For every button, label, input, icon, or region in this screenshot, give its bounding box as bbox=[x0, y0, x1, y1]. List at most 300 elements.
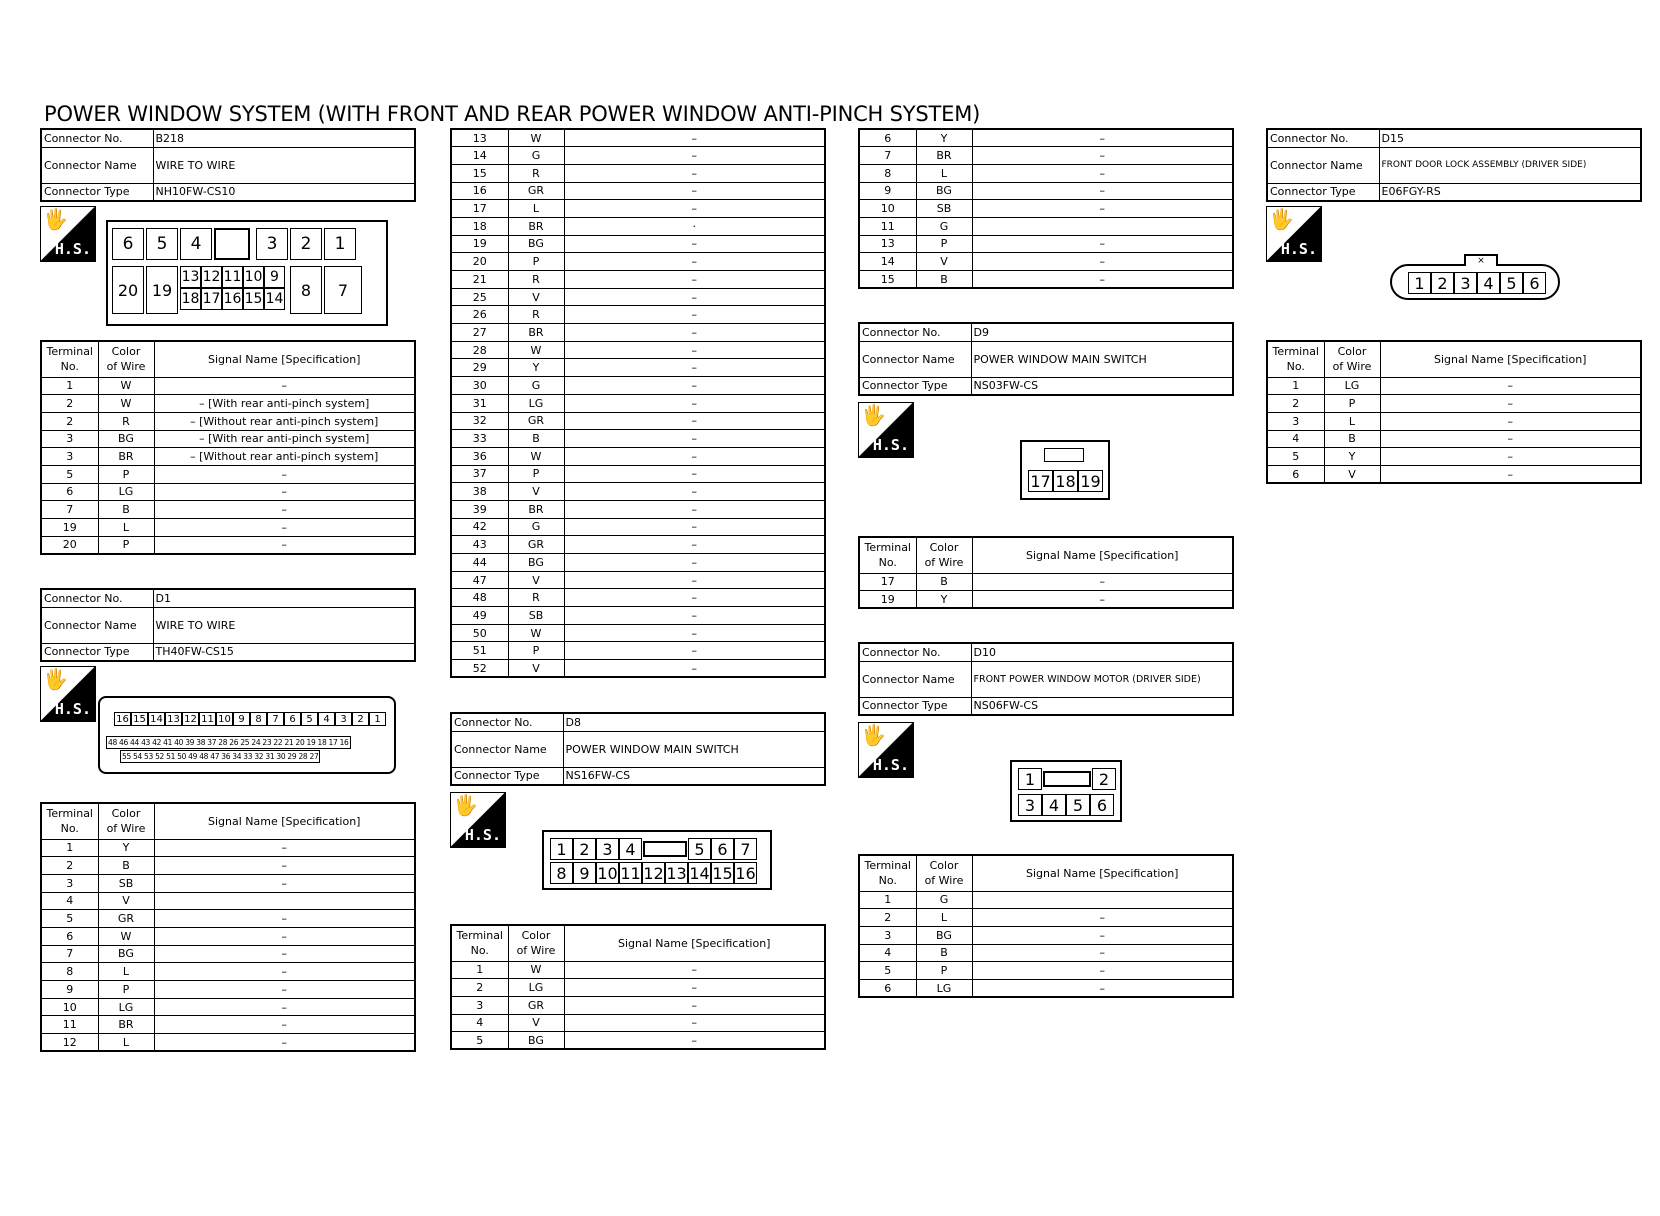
signal-name: – bbox=[564, 483, 825, 501]
table-row bbox=[451, 1032, 825, 1050]
wire-color: Y bbox=[916, 591, 972, 609]
table-row bbox=[41, 536, 415, 554]
connector-d8 bbox=[450, 712, 826, 786]
wire-color: SB bbox=[916, 200, 972, 218]
terminal-no: 14 bbox=[451, 147, 508, 165]
table-row bbox=[451, 465, 825, 483]
d10-type: NS06FW-CS bbox=[971, 697, 1233, 715]
wire-color: R bbox=[98, 412, 154, 430]
harness-side-icon: 🖐 H.S. bbox=[40, 206, 96, 262]
table-row bbox=[41, 483, 415, 501]
connector-pin: 4 bbox=[1477, 272, 1500, 294]
table-row bbox=[451, 1014, 825, 1032]
signal-name: – bbox=[154, 874, 415, 892]
wire-color: B bbox=[508, 430, 564, 448]
signal-name: – bbox=[154, 483, 415, 501]
connector-pin: 16 bbox=[114, 712, 131, 726]
d1-terminal-table-continued bbox=[450, 128, 826, 678]
signal-name: – bbox=[972, 591, 1233, 609]
terminal-no: 2 bbox=[41, 857, 98, 875]
terminal-no: 37 bbox=[451, 465, 508, 483]
d1-row-bottom: 55 54 53 52 51 50 49 48 47 36 34 33 32 31 30 29 28 27 bbox=[122, 752, 319, 761]
wire-color: SB bbox=[508, 607, 564, 625]
connector-pin: 2 bbox=[1092, 768, 1116, 790]
connector-d9 bbox=[858, 322, 1234, 396]
connector-d1 bbox=[40, 588, 416, 662]
d1-row-middle: 48 46 44 43 42 41 40 39 38 37 28 26 25 24 23 22 21 20 19 18 17 16 bbox=[108, 738, 349, 747]
terminal-no: 3 bbox=[451, 996, 508, 1014]
table-row bbox=[41, 927, 415, 945]
d9-terminal-table bbox=[858, 536, 1234, 609]
connector-pin: 12 bbox=[182, 712, 199, 726]
wire-color: W bbox=[98, 927, 154, 945]
wire-color: G bbox=[916, 891, 972, 909]
wire-color: Y bbox=[508, 359, 564, 377]
signal-name: – bbox=[154, 1016, 415, 1034]
terminal-no: 39 bbox=[451, 500, 508, 518]
label-conn-type: Connector Type bbox=[41, 643, 153, 661]
signal-name: – bbox=[1380, 430, 1641, 448]
wire-color: P bbox=[508, 465, 564, 483]
wire-color: V bbox=[98, 892, 154, 910]
table-row bbox=[41, 501, 415, 519]
harness-side-icon: 🖐 H.S. bbox=[40, 666, 96, 722]
connector-pin: 1 bbox=[1408, 272, 1431, 294]
signal-name: – bbox=[564, 341, 825, 359]
signal-name: – [With rear anti-pinch system] bbox=[154, 395, 415, 413]
connector-pin: 4 bbox=[318, 712, 335, 726]
wire-color: L bbox=[916, 164, 972, 182]
wire-color: B bbox=[98, 501, 154, 519]
table-row bbox=[859, 235, 1233, 253]
table-row bbox=[41, 1016, 415, 1034]
table-row bbox=[451, 412, 825, 430]
terminal-no: 18 bbox=[451, 217, 508, 235]
table-row bbox=[451, 589, 825, 607]
wire-color: R bbox=[508, 589, 564, 607]
wire-color: LG bbox=[916, 979, 972, 997]
label-conn-name: Connector Name bbox=[859, 661, 971, 697]
label-conn-no: Connector No. bbox=[859, 323, 971, 341]
table-row bbox=[451, 164, 825, 182]
signal-name: – bbox=[972, 253, 1233, 271]
d10-name: FRONT POWER WINDOW MOTOR (DRIVER SIDE) bbox=[971, 661, 1233, 697]
terminal-no: 4 bbox=[41, 892, 98, 910]
connector-pin: 10 bbox=[243, 266, 264, 288]
d8-type: NS16FW-CS bbox=[563, 767, 825, 785]
signal-name: – bbox=[154, 1034, 415, 1052]
signal-name: – bbox=[154, 981, 415, 999]
connector-pin: 1 bbox=[324, 228, 356, 260]
table-row bbox=[41, 945, 415, 963]
table-row bbox=[859, 926, 1233, 944]
signal-name: – bbox=[972, 573, 1233, 591]
wire-color: B bbox=[916, 573, 972, 591]
connector-pin: 9 bbox=[573, 862, 596, 884]
label-conn-name: Connector Name bbox=[41, 607, 153, 643]
table-row bbox=[451, 554, 825, 572]
table-row bbox=[859, 182, 1233, 200]
connector-pin: 8 bbox=[250, 712, 267, 726]
signal-name: – bbox=[972, 909, 1233, 927]
connector-pin: 16 bbox=[222, 288, 243, 310]
connector-pin: 14 bbox=[264, 288, 285, 310]
wire-color: LG bbox=[508, 979, 564, 997]
connector-key bbox=[1043, 771, 1091, 787]
header-color: Color of Wire bbox=[916, 855, 972, 891]
terminal-no: 1 bbox=[1267, 377, 1324, 395]
signal-name: – [With rear anti-pinch system] bbox=[154, 430, 415, 448]
header-terminal: Terminal No. bbox=[451, 925, 508, 961]
table-row bbox=[859, 253, 1233, 271]
connector-pin: 7 bbox=[734, 838, 757, 860]
table-row bbox=[451, 182, 825, 200]
signal-name: – bbox=[1380, 448, 1641, 466]
terminal-no: 15 bbox=[451, 164, 508, 182]
signal-name: – bbox=[972, 182, 1233, 200]
connector-pin: 18 bbox=[180, 288, 201, 310]
wire-color: Y bbox=[1324, 448, 1380, 466]
signal-name: – bbox=[564, 306, 825, 324]
terminal-no: 7 bbox=[41, 501, 98, 519]
signal-name: – bbox=[154, 910, 415, 928]
wire-color: GR bbox=[508, 182, 564, 200]
terminal-no: 6 bbox=[859, 979, 916, 997]
wire-color: W bbox=[508, 961, 564, 979]
terminal-no: 6 bbox=[859, 129, 916, 147]
d8-terminal-table-continued bbox=[858, 128, 1234, 289]
connector-pin: 13 bbox=[165, 712, 182, 726]
d10-connector-face bbox=[1010, 760, 1122, 822]
signal-name: – bbox=[564, 1014, 825, 1032]
d1-connector-face bbox=[98, 696, 396, 774]
connector-d15-info bbox=[1266, 128, 1642, 202]
table-row bbox=[451, 607, 825, 625]
table-row bbox=[41, 963, 415, 981]
connector-pin: 19 bbox=[1078, 470, 1103, 492]
signal-name: – bbox=[154, 501, 415, 519]
wire-color: P bbox=[98, 981, 154, 999]
wire-color: GR bbox=[508, 536, 564, 554]
label-conn-no: Connector No. bbox=[41, 129, 153, 147]
wire-color: BR bbox=[98, 1016, 154, 1034]
signal-name: – bbox=[564, 979, 825, 997]
d8-connector-face bbox=[542, 830, 772, 890]
signal-name: – bbox=[1380, 465, 1641, 483]
table-row bbox=[41, 519, 415, 537]
terminal-no: 2 bbox=[41, 395, 98, 413]
table-row bbox=[451, 483, 825, 501]
connector-b218 bbox=[40, 128, 416, 202]
d1-no: D1 bbox=[153, 589, 415, 607]
signal-name: – bbox=[564, 253, 825, 271]
table-row bbox=[859, 909, 1233, 927]
wire-color: P bbox=[98, 465, 154, 483]
header-signal: Signal Name [Specification] bbox=[154, 341, 415, 377]
label-conn-no: Connector No. bbox=[41, 589, 153, 607]
terminal-no: 16 bbox=[451, 182, 508, 200]
wire-color: GR bbox=[508, 996, 564, 1014]
signal-name: – bbox=[564, 642, 825, 660]
terminal-no: 38 bbox=[451, 483, 508, 501]
wire-color: GR bbox=[508, 412, 564, 430]
table-row bbox=[451, 200, 825, 218]
wire-color: W bbox=[508, 341, 564, 359]
connector-pin: 3 bbox=[1018, 794, 1042, 816]
wire-color: P bbox=[916, 235, 972, 253]
connector-pin: 20 bbox=[112, 266, 144, 314]
table-row bbox=[41, 377, 415, 395]
terminal-no: 11 bbox=[41, 1016, 98, 1034]
connector-pin: 14 bbox=[148, 712, 165, 726]
connector-d8-info bbox=[450, 712, 826, 786]
d15-terminal-table bbox=[1266, 340, 1642, 484]
harness-side-icon: 🖐 H.S. bbox=[450, 792, 506, 848]
table-row bbox=[859, 962, 1233, 980]
signal-name: – bbox=[154, 857, 415, 875]
table-row bbox=[1267, 412, 1641, 430]
signal-name: – bbox=[564, 536, 825, 554]
terminal-no: 31 bbox=[451, 394, 508, 412]
wire-color: W bbox=[508, 624, 564, 642]
connector-pin: 15 bbox=[131, 712, 148, 726]
wire-color: Y bbox=[98, 839, 154, 857]
connector-pin: 6 bbox=[112, 228, 144, 260]
table-row bbox=[451, 235, 825, 253]
signal-name: – bbox=[564, 996, 825, 1014]
signal-name: – bbox=[1380, 395, 1641, 413]
table-row bbox=[451, 394, 825, 412]
connector-pin: 18 bbox=[1053, 470, 1078, 492]
terminal-no: 17 bbox=[451, 200, 508, 218]
terminal-no: 25 bbox=[451, 288, 508, 306]
terminal-no: 3 bbox=[41, 430, 98, 448]
wire-color: V bbox=[508, 1014, 564, 1032]
signal-name: – bbox=[564, 447, 825, 465]
terminal-no: 42 bbox=[451, 518, 508, 536]
signal-name bbox=[154, 892, 415, 910]
header-signal: Signal Name [Specification] bbox=[564, 925, 825, 961]
connector-d1-info bbox=[40, 588, 416, 662]
signal-name: – bbox=[564, 589, 825, 607]
table-row bbox=[41, 465, 415, 483]
signal-name: – bbox=[564, 235, 825, 253]
terminal-no: 1 bbox=[451, 961, 508, 979]
terminal-no: 13 bbox=[859, 235, 916, 253]
wire-color: BG bbox=[916, 926, 972, 944]
connector-pin: 19 bbox=[146, 266, 178, 314]
terminal-no: 3 bbox=[1267, 412, 1324, 430]
table-row bbox=[41, 857, 415, 875]
label-conn-no: Connector No. bbox=[451, 713, 563, 731]
terminal-no: 3 bbox=[41, 448, 98, 466]
connector-pin: 6 bbox=[284, 712, 301, 726]
terminal-no: 50 bbox=[451, 624, 508, 642]
table-row bbox=[451, 500, 825, 518]
table-row bbox=[859, 573, 1233, 591]
signal-name: – bbox=[972, 164, 1233, 182]
table-row bbox=[859, 147, 1233, 165]
connector-pin: 9 bbox=[264, 266, 285, 288]
terminal-no: 28 bbox=[451, 341, 508, 359]
terminal-no: 47 bbox=[451, 571, 508, 589]
connector-pin: 12 bbox=[201, 266, 222, 288]
terminal-no: 20 bbox=[41, 536, 98, 554]
wire-color: BR bbox=[508, 324, 564, 342]
connector-pin: 14 bbox=[689, 863, 710, 883]
signal-name: – bbox=[154, 998, 415, 1016]
connector-pin: 10 bbox=[216, 712, 233, 726]
d9-no: D9 bbox=[971, 323, 1233, 341]
signal-name: – bbox=[564, 182, 825, 200]
signal-name: – bbox=[564, 288, 825, 306]
header-color: Color of Wire bbox=[98, 803, 154, 839]
signal-name: – bbox=[564, 554, 825, 572]
terminal-no: 11 bbox=[859, 217, 916, 235]
header-terminal: Terminal No. bbox=[859, 537, 916, 573]
connector-pin: 3 bbox=[256, 228, 288, 260]
label-conn-type: Connector Type bbox=[41, 183, 153, 201]
d8-name: POWER WINDOW MAIN SWITCH bbox=[563, 731, 825, 767]
connector-pin: 2 bbox=[352, 712, 369, 726]
label-conn-name: Connector Name bbox=[451, 731, 563, 767]
terminal-no: 52 bbox=[451, 660, 508, 678]
label-conn-no: Connector No. bbox=[1267, 129, 1379, 147]
terminal-no: 26 bbox=[451, 306, 508, 324]
table-row bbox=[41, 892, 415, 910]
label-conn-no: Connector No. bbox=[859, 643, 971, 661]
terminal-no: 19 bbox=[859, 591, 916, 609]
d9-type: NS03FW-CS bbox=[971, 377, 1233, 395]
table-row bbox=[859, 944, 1233, 962]
terminal-no: 6 bbox=[1267, 465, 1324, 483]
b218-name: WIRE TO WIRE bbox=[153, 147, 415, 183]
connector-pin: 5 bbox=[301, 712, 318, 726]
signal-name: – bbox=[154, 945, 415, 963]
terminal-no: 2 bbox=[451, 979, 508, 997]
table-row bbox=[451, 536, 825, 554]
wire-color: LG bbox=[98, 998, 154, 1016]
connector-pin: 17 bbox=[201, 288, 222, 310]
wire-color: GR bbox=[98, 910, 154, 928]
table-row bbox=[859, 891, 1233, 909]
signal-name: – bbox=[154, 536, 415, 554]
b218-connector-face bbox=[106, 220, 388, 326]
signal-name: – bbox=[564, 518, 825, 536]
wire-color: LG bbox=[508, 394, 564, 412]
terminal-no: 9 bbox=[41, 981, 98, 999]
table-row bbox=[451, 447, 825, 465]
signal-name: – bbox=[564, 607, 825, 625]
table-row bbox=[451, 430, 825, 448]
signal-name: – bbox=[972, 271, 1233, 289]
terminal-no: 3 bbox=[859, 926, 916, 944]
table-row bbox=[41, 430, 415, 448]
signal-name: – bbox=[564, 660, 825, 678]
table-row bbox=[41, 1034, 415, 1052]
wire-color: LG bbox=[1324, 377, 1380, 395]
wire-color: V bbox=[508, 483, 564, 501]
connector-pin: 15 bbox=[243, 288, 264, 310]
connector-pin: 8 bbox=[290, 266, 322, 314]
header-terminal: Terminal No. bbox=[1267, 341, 1324, 377]
signal-name: – bbox=[972, 147, 1233, 165]
table-row bbox=[451, 979, 825, 997]
signal-name: – bbox=[564, 961, 825, 979]
wire-color: Y bbox=[916, 129, 972, 147]
table-row bbox=[41, 910, 415, 928]
connector-pin: 4 bbox=[1042, 794, 1066, 816]
connector-pin: 7 bbox=[267, 712, 284, 726]
terminal-no: 3 bbox=[41, 874, 98, 892]
table-row bbox=[41, 998, 415, 1016]
table-row bbox=[1267, 430, 1641, 448]
wire-color: V bbox=[508, 571, 564, 589]
signal-name: – bbox=[564, 465, 825, 483]
wire-color: G bbox=[508, 377, 564, 395]
terminal-no: 12 bbox=[41, 1034, 98, 1052]
signal-name: – bbox=[564, 359, 825, 377]
table-row bbox=[859, 979, 1233, 997]
b218-type: NH10FW-CS10 bbox=[153, 183, 415, 201]
wire-color: L bbox=[98, 963, 154, 981]
table-row bbox=[859, 200, 1233, 218]
wire-color: L bbox=[1324, 412, 1380, 430]
table-row bbox=[451, 288, 825, 306]
terminal-no: 4 bbox=[859, 944, 916, 962]
table-row bbox=[451, 377, 825, 395]
table-row bbox=[859, 591, 1233, 609]
wire-color: SB bbox=[98, 874, 154, 892]
signal-name: · bbox=[564, 217, 825, 235]
signal-name: – bbox=[154, 963, 415, 981]
table-row bbox=[451, 217, 825, 235]
signal-name: – bbox=[1380, 412, 1641, 430]
connector-pin: 3 bbox=[335, 712, 352, 726]
header-signal: Signal Name [Specification] bbox=[972, 537, 1233, 573]
table-row bbox=[451, 642, 825, 660]
wire-color: L bbox=[98, 1034, 154, 1052]
terminal-no: 7 bbox=[41, 945, 98, 963]
connector-pin: 3 bbox=[1454, 272, 1477, 294]
connector-pin: 11 bbox=[222, 266, 243, 288]
signal-name: – bbox=[154, 927, 415, 945]
connector-pin: 9 bbox=[233, 712, 250, 726]
wire-color: V bbox=[916, 253, 972, 271]
table-row bbox=[859, 164, 1233, 182]
wire-color: BR bbox=[98, 448, 154, 466]
wire-color: G bbox=[508, 518, 564, 536]
signal-name: – bbox=[564, 430, 825, 448]
table-row bbox=[41, 874, 415, 892]
table-row bbox=[451, 996, 825, 1014]
header-color: Color of Wire bbox=[916, 537, 972, 573]
wire-color: R bbox=[508, 164, 564, 182]
table-row bbox=[451, 129, 825, 147]
wire-color: B bbox=[916, 944, 972, 962]
terminal-no: 33 bbox=[451, 430, 508, 448]
terminal-no: 14 bbox=[859, 253, 916, 271]
header-terminal: Terminal No. bbox=[41, 341, 98, 377]
signal-name: – bbox=[564, 271, 825, 289]
signal-name: – bbox=[972, 962, 1233, 980]
signal-name bbox=[972, 217, 1233, 235]
wire-color: W bbox=[98, 377, 154, 395]
table-row bbox=[451, 253, 825, 271]
header-terminal: Terminal No. bbox=[859, 855, 916, 891]
d8-terminal-table bbox=[450, 924, 826, 1050]
terminal-no: 4 bbox=[1267, 430, 1324, 448]
